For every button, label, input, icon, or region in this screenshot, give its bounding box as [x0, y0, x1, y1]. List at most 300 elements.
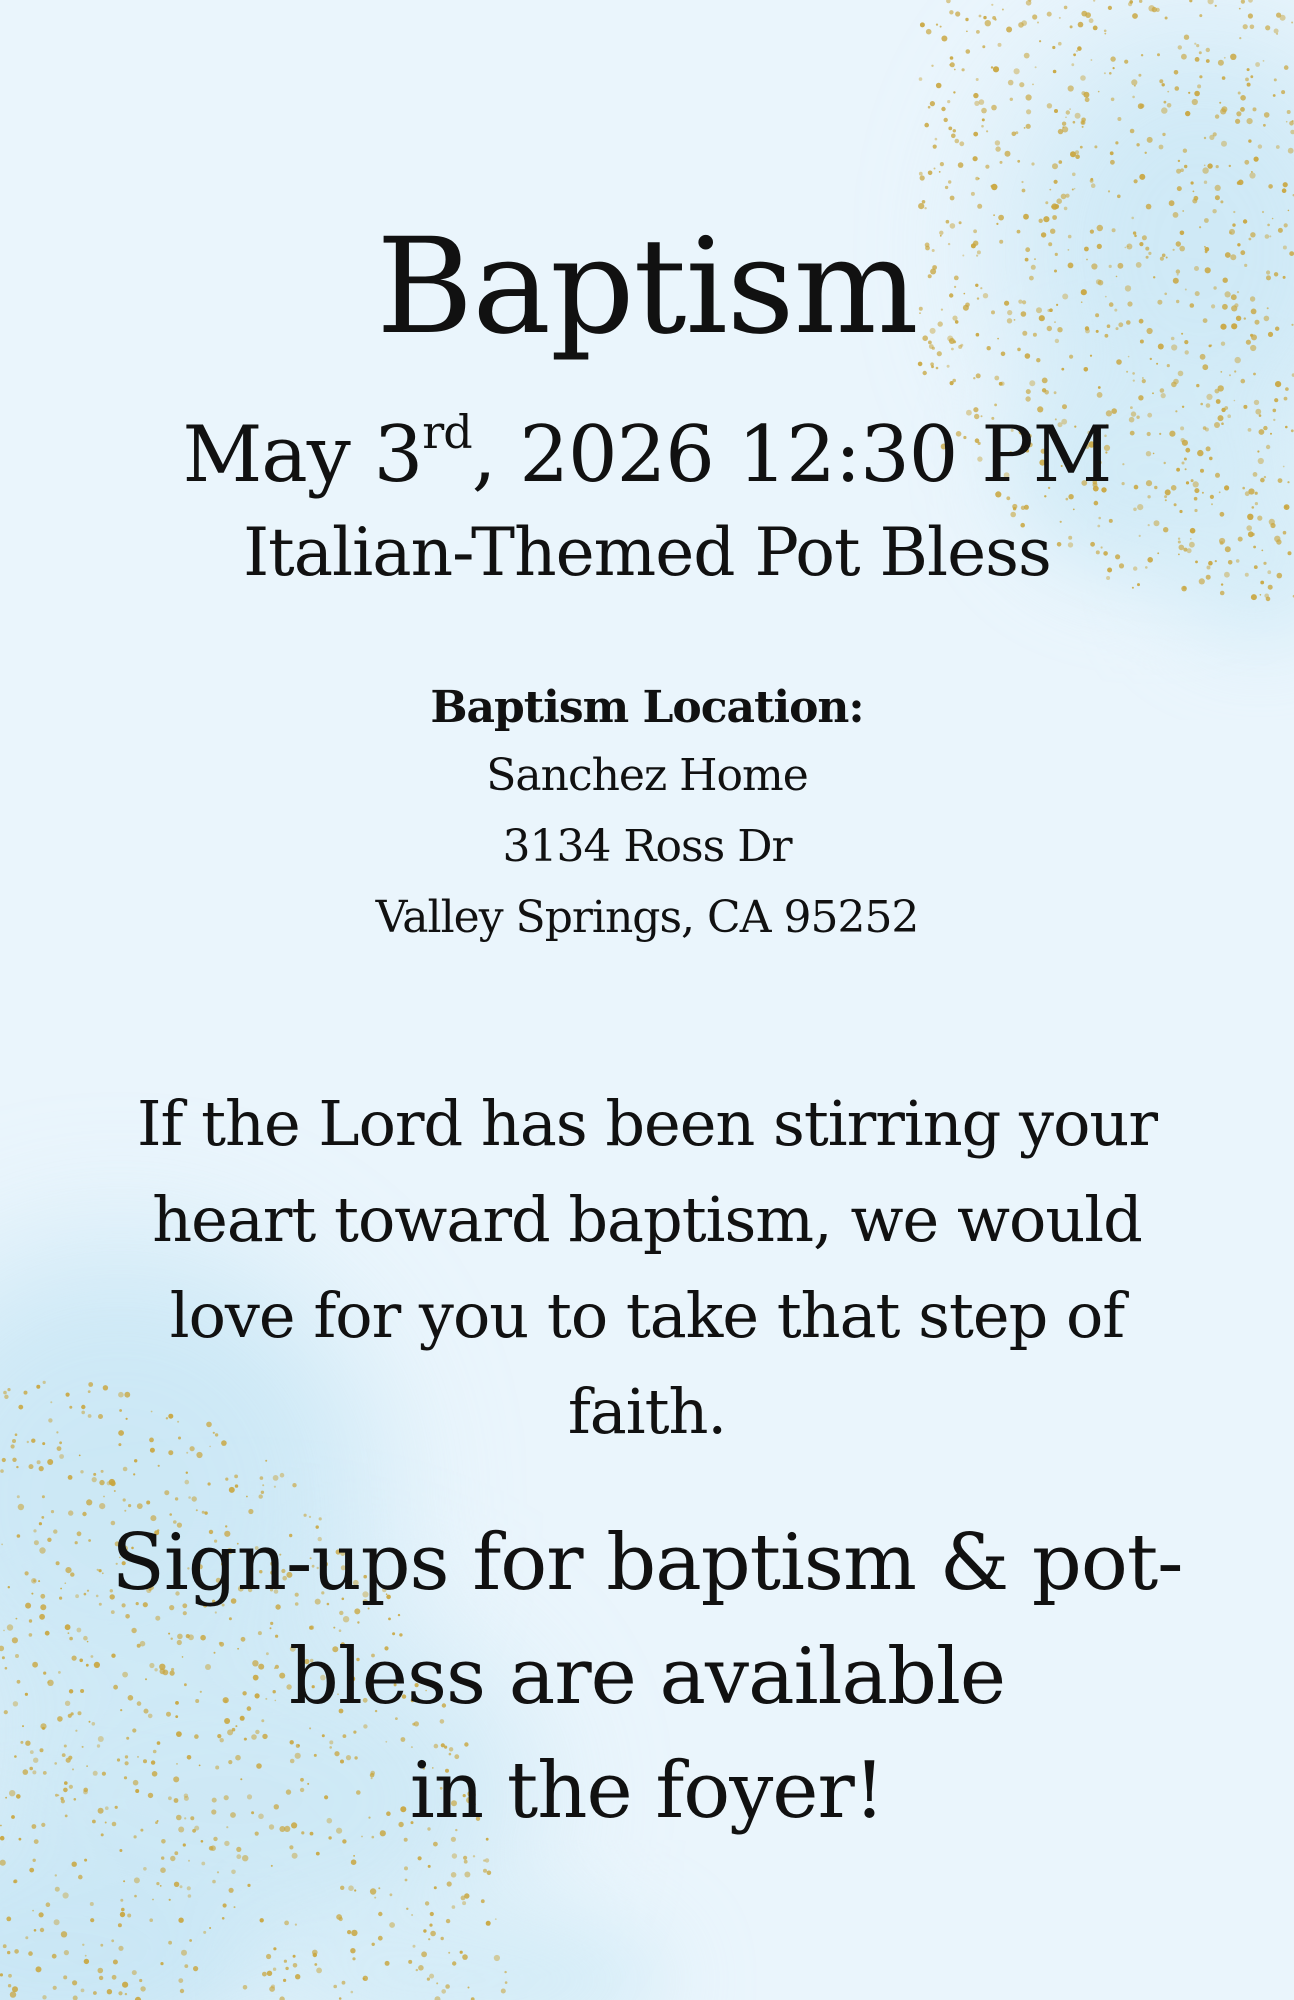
glitter-speck — [1078, 22, 1084, 28]
glitter-speck — [65, 1582, 67, 1584]
glitter-speck — [39, 1466, 44, 1471]
glitter-speck — [17, 1680, 21, 1684]
glitter-speck — [950, 381, 954, 385]
glitter-speck — [22, 1725, 24, 1727]
glitter-speck — [293, 1963, 298, 1968]
glitter-speck — [103, 1385, 108, 1390]
glitter-speck — [1247, 83, 1251, 87]
glitter-speck — [99, 1480, 104, 1485]
glitter-speck — [1148, 5, 1154, 11]
glitter-speck — [918, 203, 924, 209]
glitter-speck — [1218, 60, 1224, 66]
glitter-speck — [12, 1458, 16, 1462]
glitter-speck — [32, 1662, 38, 1668]
glitter-speck — [33, 1529, 36, 1532]
glitter-speck — [1053, 70, 1057, 74]
glitter-speck — [65, 1567, 71, 1573]
glitter-speck — [103, 1496, 105, 1498]
glitter-speck — [1080, 146, 1083, 149]
glitter-speck — [948, 126, 952, 130]
glitter-speck — [445, 1984, 450, 1989]
glitter-speck — [134, 1895, 137, 1898]
glitter-speck — [1164, 101, 1167, 104]
glitter-speck — [934, 168, 936, 170]
glitter-speck — [43, 1771, 47, 1775]
glitter-speck — [1265, 25, 1270, 30]
glitter-speck — [460, 1951, 463, 1954]
glitter-speck — [33, 1758, 38, 1763]
glitter-speck — [18, 1405, 23, 1410]
glitter-speck — [1287, 110, 1291, 114]
glitter-speck — [991, 4, 993, 6]
glitter-speck — [1010, 98, 1013, 101]
glitter-speck — [107, 1481, 111, 1485]
glitter-speck — [1051, 203, 1057, 209]
glitter-speck — [82, 1512, 86, 1516]
glitter-speck — [1062, 126, 1068, 132]
glitter-speck — [152, 1899, 154, 1901]
glitter-speck — [50, 1401, 52, 1403]
glitter-speck — [292, 1483, 296, 1487]
glitter-speck — [463, 1856, 467, 1860]
glitter-speck — [259, 1494, 263, 1498]
glitter-speck — [1064, 207, 1068, 211]
glitter-speck — [203, 1931, 206, 1934]
glitter-speck — [982, 45, 985, 48]
glitter-speck — [1019, 82, 1024, 87]
glitter-speck — [1024, 53, 1030, 59]
glitter-speck — [55, 1887, 60, 1892]
glitter-speck — [139, 1979, 142, 1982]
glitter-speck — [940, 162, 944, 166]
glitter-speck — [1077, 46, 1082, 51]
glitter-speck — [1134, 179, 1138, 183]
glitter-speck — [339, 1917, 343, 1921]
glitter-speck — [1026, 94, 1032, 100]
glitter-speck — [425, 1901, 429, 1905]
glitter-speck — [944, 118, 948, 122]
glitter-speck — [1268, 184, 1273, 189]
glitter-speck — [1260, 594, 1262, 596]
glitter-speck — [1239, 37, 1241, 39]
glitter-speck — [1209, 135, 1214, 140]
glitter-speck — [86, 1765, 88, 1767]
glitter-speck — [222, 1917, 225, 1920]
glitter-speck — [212, 1880, 216, 1884]
glitter-speck — [949, 10, 953, 14]
glitter-speck — [918, 362, 923, 367]
glitter-speck — [1091, 59, 1093, 61]
glitter-speck — [448, 1952, 450, 1954]
glitter-speck — [1108, 190, 1110, 192]
glitter-speck — [464, 1860, 468, 1864]
glitter-speck — [83, 1790, 88, 1795]
glitter-speck — [495, 1918, 497, 1920]
glitter-speck — [3, 1391, 7, 1395]
glitter-speck — [1069, 108, 1071, 110]
glitter-speck — [80, 1689, 84, 1693]
glitter-speck — [1264, 594, 1269, 599]
glitter-speck — [966, 49, 971, 54]
glitter-speck — [101, 1833, 104, 1836]
glitter-speck — [1094, 145, 1097, 148]
glitter-speck — [208, 1482, 211, 1485]
glitter-speck — [246, 1496, 248, 1498]
glitter-speck — [9, 1790, 15, 1796]
glitter-speck — [229, 1888, 234, 1893]
glitter-speck — [72, 1980, 77, 1985]
glitter-speck — [406, 1908, 408, 1910]
glitter-speck — [436, 1982, 438, 1984]
glitter-speck — [483, 1869, 487, 1873]
glitter-speck — [267, 1971, 272, 1976]
glitter-speck — [10, 1991, 16, 1997]
glitter-speck — [1142, 377, 1144, 379]
glitter-speck — [33, 1859, 36, 1862]
glitter-speck — [143, 1867, 147, 1871]
location-street: 3134 Ross Dr — [502, 821, 792, 872]
glitter-speck — [1184, 35, 1189, 40]
glitter-speck — [316, 1968, 322, 1974]
glitter-speck — [1220, 371, 1222, 373]
glitter-speck — [1197, 84, 1201, 88]
glitter-speck — [1111, 98, 1115, 102]
glitter-speck — [1006, 27, 1012, 33]
glitter-speck — [953, 91, 955, 93]
glitter-speck — [125, 1993, 127, 1995]
glitter-speck — [41, 1823, 45, 1827]
glitter-speck — [1180, 168, 1184, 172]
glitter-speck — [29, 1868, 34, 1873]
glitter-speck — [160, 1962, 163, 1965]
glitter-speck — [38, 1580, 40, 1582]
glitter-speck — [1220, 200, 1223, 203]
glitter-speck — [1292, 120, 1294, 122]
glitter-speck — [98, 1736, 104, 1742]
glitter-speck — [1237, 181, 1241, 185]
glitter-speck — [1239, 8, 1241, 10]
glitter-speck — [441, 1937, 444, 1940]
glitter-speck — [1283, 182, 1288, 187]
glitter-speck — [229, 1487, 235, 1493]
glitter-speck — [25, 1741, 30, 1746]
glitter-speck — [273, 1475, 279, 1481]
glitter-speck — [71, 1712, 74, 1715]
glitter-speck — [1098, 91, 1100, 93]
glitter-speck — [40, 1748, 44, 1752]
glitter-speck — [928, 106, 931, 109]
glitter-speck — [429, 1974, 434, 1979]
glitter-speck — [52, 1954, 57, 1959]
glitter-speck — [1194, 43, 1196, 45]
glitter-speck — [28, 1951, 33, 1956]
glitter-speck — [1199, 51, 1202, 54]
glitter-speck — [97, 1569, 99, 1571]
glitter-speck — [47, 1680, 53, 1686]
glitter-speck — [188, 1860, 190, 1862]
glitter-speck — [175, 1497, 178, 1500]
glitter-speck — [922, 200, 926, 204]
glitter-speck — [1238, 92, 1241, 95]
event-subtitle: Italian-Themed Pot Bless — [243, 514, 1051, 591]
glitter-speck — [156, 1882, 159, 1885]
glitter-speck — [189, 1939, 192, 1942]
glitter-speck — [1208, 0, 1214, 4]
glitter-speck — [16, 1794, 21, 1799]
glitter-speck — [64, 1781, 68, 1785]
glitter-speck — [354, 1889, 356, 1891]
glitter-speck — [1072, 189, 1074, 191]
glitter-speck — [32, 1770, 36, 1774]
glitter-speck — [114, 1490, 116, 1492]
glitter-speck — [91, 1655, 94, 1658]
glitter-speck — [1054, 180, 1058, 184]
glitter-speck — [348, 1885, 354, 1891]
glitter-speck — [1117, 117, 1121, 121]
glitter-speck — [234, 1475, 238, 1479]
glitter-speck — [1052, 163, 1058, 169]
glitter-speck — [936, 367, 939, 370]
glitter-speck — [427, 1978, 430, 1981]
glitter-speck — [1251, 594, 1257, 600]
invitation-message — [110, 1076, 1184, 1460]
glitter-speck — [1108, 6, 1112, 10]
glitter-speck — [17, 1534, 21, 1538]
glitter-speck — [184, 1964, 188, 1968]
glitter-speck — [1196, 44, 1199, 47]
glitter-speck — [11, 1815, 15, 1819]
glitter-speck — [1065, 194, 1069, 198]
glitter-speck — [316, 1852, 320, 1856]
glitter-speck — [982, 118, 985, 121]
location-heading: Baptism Location: — [430, 682, 864, 733]
glitter-speck — [1130, 129, 1135, 134]
glitter-speck — [96, 1595, 99, 1598]
glitter-speck — [428, 1938, 430, 1940]
glitter-speck — [81, 1405, 85, 1409]
glitter-speck — [991, 105, 997, 111]
glitter-speck — [1140, 104, 1145, 109]
glitter-speck — [81, 1411, 85, 1415]
glitter-speck — [1224, 57, 1226, 59]
glitter-speck — [68, 1510, 73, 1515]
glitter-speck — [1192, 99, 1198, 105]
message-line: love for you to take that step of faith. — [169, 1279, 1125, 1448]
glitter-speck — [939, 171, 941, 173]
glitter-speck — [1, 1544, 3, 1546]
glitter-speck — [236, 1854, 241, 1859]
glitter-speck — [16, 1618, 18, 1620]
glitter-speck — [983, 16, 986, 19]
glitter-speck — [1132, 13, 1138, 19]
glitter-speck — [32, 1824, 37, 1829]
glitter-speck — [47, 1459, 53, 1465]
glitter-speck — [65, 1624, 71, 1630]
glitter-speck — [1093, 26, 1098, 31]
glitter-speck — [60, 1588, 62, 1590]
glitter-speck — [924, 123, 929, 128]
glitter-speck — [25, 1571, 29, 1575]
glitter-speck — [14, 1755, 17, 1758]
glitter-speck — [169, 1899, 171, 1901]
glitter-speck — [1274, 78, 1277, 81]
glitter-speck — [61, 1931, 67, 1937]
glitter-speck — [1024, 505, 1029, 510]
glitter-speck — [188, 1894, 192, 1898]
glitter-speck — [434, 1886, 437, 1889]
glitter-speck — [1204, 181, 1207, 184]
glitter-speck — [1161, 107, 1167, 113]
glitter-speck — [12, 1986, 18, 1992]
glitter-speck — [1162, 133, 1165, 136]
glitter-speck — [178, 1918, 183, 1923]
glitter-speck — [34, 1839, 39, 1844]
glitter-speck — [25, 1936, 28, 1939]
glitter-speck — [75, 1594, 79, 1598]
page-title: Baptism — [376, 210, 918, 364]
glitter-speck — [46, 1902, 51, 1907]
glitter-speck — [88, 1539, 91, 1542]
glitter-speck — [1245, 78, 1249, 82]
glitter-speck — [63, 1892, 69, 1898]
glitter-speck — [976, 30, 980, 34]
glitter-speck — [1008, 80, 1014, 86]
glitter-speck — [1022, 189, 1026, 193]
glitter-speck — [933, 145, 937, 149]
glitter-speck — [966, 31, 968, 33]
glitter-speck — [370, 1888, 376, 1894]
glitter-speck — [72, 1768, 74, 1770]
glitter-speck — [64, 1950, 69, 1955]
glitter-speck — [1230, 54, 1236, 60]
glitter-speck — [1184, 165, 1187, 168]
glitter-speck — [1032, 14, 1037, 19]
glitter-speck — [333, 1985, 337, 1989]
glitter-speck — [209, 1927, 211, 1929]
glitter-speck — [1104, 30, 1107, 33]
glitter-speck — [494, 1955, 500, 1961]
glitter-speck — [464, 1872, 470, 1878]
glitter-speck — [1216, 165, 1219, 168]
glitter-speck — [149, 1918, 153, 1922]
glitter-speck — [950, 56, 954, 60]
glitter-speck — [1076, 50, 1078, 52]
glitter-speck — [42, 1495, 45, 1498]
glitter-speck — [993, 66, 999, 72]
glitter-speck — [48, 1418, 52, 1422]
glitter-speck — [1178, 160, 1180, 162]
glitter-speck — [1104, 72, 1106, 74]
glitter-speck — [260, 1918, 264, 1922]
glitter-speck — [266, 1954, 271, 1959]
glitter-speck — [31, 1439, 35, 1443]
glitter-speck — [112, 1975, 117, 1980]
glitter-speck — [1241, 0, 1245, 4]
glitter-speck — [1215, 195, 1220, 200]
glitter-speck — [1188, 92, 1190, 94]
glitter-speck — [978, 178, 980, 180]
glitter-speck — [1178, 371, 1184, 377]
glitter-speck — [53, 1986, 57, 1990]
glitter-speck — [133, 1473, 135, 1475]
glitter-speck — [63, 1788, 68, 1793]
glitter-speck — [123, 1498, 126, 1501]
glitter-speck — [1248, 13, 1253, 18]
glitter-speck — [105, 1822, 107, 1824]
glitter-speck — [180, 1885, 183, 1888]
glitter-speck — [66, 1393, 70, 1397]
glitter-speck — [351, 1930, 357, 1936]
glitter-speck — [188, 1496, 191, 1499]
glitter-speck — [69, 1637, 73, 1641]
glitter-speck — [428, 1865, 431, 1868]
glitter-speck — [1157, 53, 1160, 56]
glitter-speck — [981, 125, 984, 128]
glitter-speck — [273, 1968, 276, 1971]
glitter-speck — [7, 1951, 10, 1954]
glitter-speck — [11, 1444, 15, 1448]
glitter-speck — [40, 1723, 46, 1729]
glitter-speck — [99, 1603, 102, 1606]
glitter-speck — [33, 1579, 36, 1582]
glitter-speck — [54, 1919, 60, 1925]
glitter-speck — [1015, 131, 1018, 134]
glitter-speck — [58, 1794, 60, 1796]
glitter-speck — [243, 1985, 248, 1990]
glitter-speck — [955, 11, 960, 16]
glitter-speck — [1253, 107, 1257, 111]
glitter-speck — [1207, 163, 1212, 168]
glitter-speck — [1070, 151, 1076, 157]
glitter-speck — [1056, 198, 1062, 204]
glitter-speck — [4, 1710, 8, 1714]
glitter-speck — [99, 1976, 103, 1980]
glitter-speck — [1194, 91, 1200, 97]
glitter-speck — [111, 1939, 114, 1942]
glitter-speck — [2, 1458, 6, 1462]
glitter-speck — [65, 1701, 70, 1706]
glitter-speck — [231, 1870, 236, 1875]
glitter-speck — [408, 1960, 412, 1964]
glitter-speck — [1247, 118, 1253, 124]
glitter-speck — [82, 1746, 84, 1748]
glitter-speck — [378, 1912, 382, 1916]
glitter-speck — [1070, 25, 1073, 28]
glitter-speck — [920, 22, 925, 27]
glitter-speck — [351, 1991, 354, 1994]
glitter-speck — [1104, 33, 1106, 35]
glitter-speck — [25, 1693, 28, 1696]
glitter-speck — [1073, 121, 1076, 124]
glitter-speck — [90, 1902, 94, 1906]
glitter-speck — [235, 1484, 238, 1487]
signup-line: in the foyer! — [409, 1746, 885, 1836]
glitter-speck — [389, 1922, 395, 1928]
glitter-speck — [64, 1745, 67, 1748]
glitter-speck — [1219, 102, 1221, 104]
glitter-speck — [973, 377, 975, 379]
glitter-speck — [87, 1641, 89, 1643]
glitter-speck — [29, 1464, 34, 1469]
glitter-speck — [123, 1880, 125, 1882]
glitter-speck — [1029, 380, 1035, 386]
glitter-speck — [14, 1949, 19, 1954]
glitter-speck — [12, 1637, 18, 1643]
glitter-speck — [930, 101, 935, 106]
glitter-speck — [19, 1838, 22, 1841]
glitter-speck — [390, 1893, 393, 1896]
glitter-speck — [1247, 68, 1250, 71]
